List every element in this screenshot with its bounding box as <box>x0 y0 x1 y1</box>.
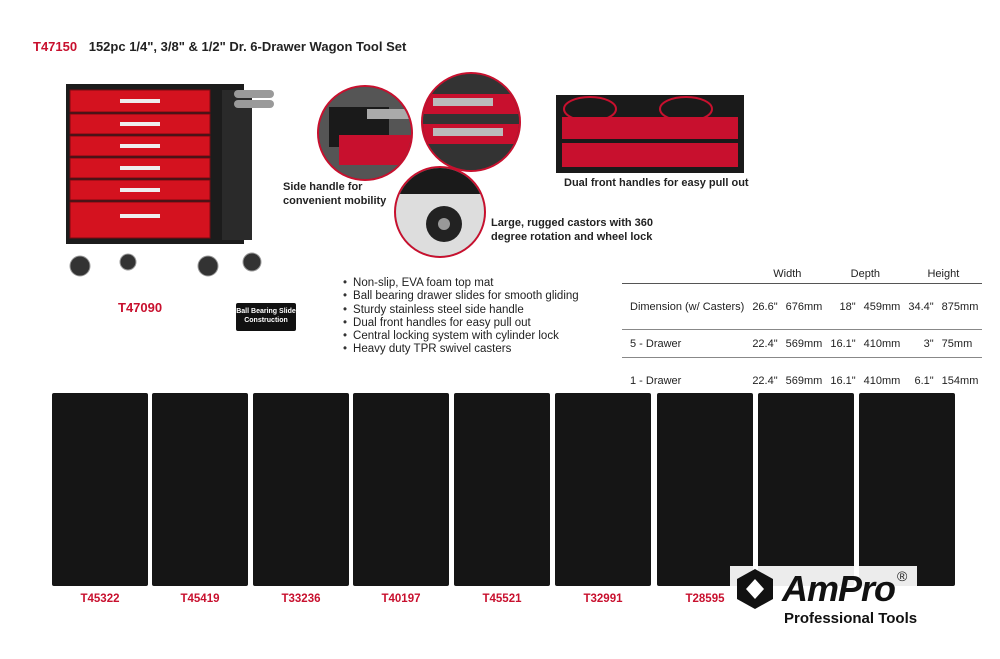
cell: 676mm <box>782 284 827 330</box>
brand-tagline: Professional Tools <box>784 610 918 627</box>
col-depth: Depth <box>826 265 904 284</box>
set-title: 152pc 1/4", 3/8" & 1/2" Dr. 6-Drawer Wagon Tool Set <box>88 39 407 54</box>
feature-item: • Heavy duty TPR swivel casters <box>343 343 579 356</box>
row-label: 1 - Drawer <box>630 374 682 387</box>
set-code: T47150 <box>33 39 78 54</box>
table-header-row <box>622 265 982 284</box>
tool-tray-image <box>152 393 248 586</box>
side-handle-detail-image <box>317 85 413 181</box>
feature-item: • Central locking system with cylinder lock <box>343 330 579 343</box>
badge-line-2: Construction <box>244 317 288 324</box>
drawer-tools-detail-image <box>421 72 521 172</box>
feature-item: • Ball bearing drawer slides for smooth gliding <box>343 290 579 303</box>
front-handles-image <box>556 95 744 173</box>
cell: 26.6" <box>748 284 781 330</box>
dimension-table <box>622 265 982 404</box>
feature-item: • Non-slip, EVA foam top mat <box>343 277 579 290</box>
tool-tray-image <box>657 393 753 586</box>
cell: 3" <box>904 330 937 358</box>
cell: 75mm <box>938 330 983 358</box>
row-label: Dimension (w/ Casters) <box>622 284 748 330</box>
col-height: Height <box>904 265 982 284</box>
tray-label: T32991 <box>583 593 623 605</box>
cell: 410mm <box>860 330 905 358</box>
front-handles-callout: Dual front handles for easy pull out <box>564 177 749 189</box>
table-row <box>622 330 982 358</box>
row-label: 5 - Drawer <box>622 330 748 358</box>
cell: 569mm <box>785 374 823 387</box>
cell: 410mm <box>863 374 901 387</box>
tray-label: T45419 <box>180 593 220 605</box>
cell: 34.4" <box>904 284 937 330</box>
cell: 22.4" <box>748 330 781 358</box>
side-handle-callout: Side handle for convenient mobility <box>283 181 387 207</box>
ball-bearing-badge <box>236 303 296 331</box>
ampro-logo <box>730 566 917 627</box>
cell: 16.1" <box>826 330 859 358</box>
cell: 22.4" <box>752 374 778 387</box>
hex-nut-icon <box>734 568 776 610</box>
tool-wagon-image <box>62 82 276 277</box>
feature-item: • Dual front handles for easy pull out <box>343 317 579 330</box>
feature-list <box>343 277 579 357</box>
col-width: Width <box>748 265 826 284</box>
cell: 569mm <box>782 330 827 358</box>
cell: 18" <box>826 284 859 330</box>
tool-tray-image <box>353 393 449 586</box>
tool-tray-image <box>454 393 550 586</box>
cell: 16.1" <box>830 374 856 387</box>
brand-name: AmPro <box>782 568 896 609</box>
wagon-model: T47090 <box>118 300 163 315</box>
tray-label: T45521 <box>482 593 522 605</box>
castors-callout: Large, rugged castors with 360 degree rotation and wheel lock <box>491 217 653 243</box>
cell: 154mm <box>941 374 979 387</box>
cell: 6.1" <box>914 374 934 387</box>
badge-line-1: Ball Bearing Slide <box>236 308 296 315</box>
tray-label: T28595 <box>685 593 725 605</box>
tray-label: T40197 <box>381 593 421 605</box>
tool-tray-image <box>758 393 854 586</box>
castor-detail-image <box>394 166 486 258</box>
tool-tray-image <box>555 393 651 586</box>
feature-item: • Sturdy stainless steel side handle <box>343 304 579 317</box>
tray-label: T33236 <box>281 593 321 605</box>
table-row <box>622 284 982 330</box>
registered-mark: ® <box>897 568 908 584</box>
cell: 875mm <box>938 284 983 330</box>
page-title <box>33 39 406 54</box>
cell: 459mm <box>860 284 905 330</box>
tool-tray-image <box>52 393 148 586</box>
tool-tray-image <box>253 393 349 586</box>
tray-label: T45322 <box>80 593 120 605</box>
tool-tray-image <box>859 393 955 586</box>
